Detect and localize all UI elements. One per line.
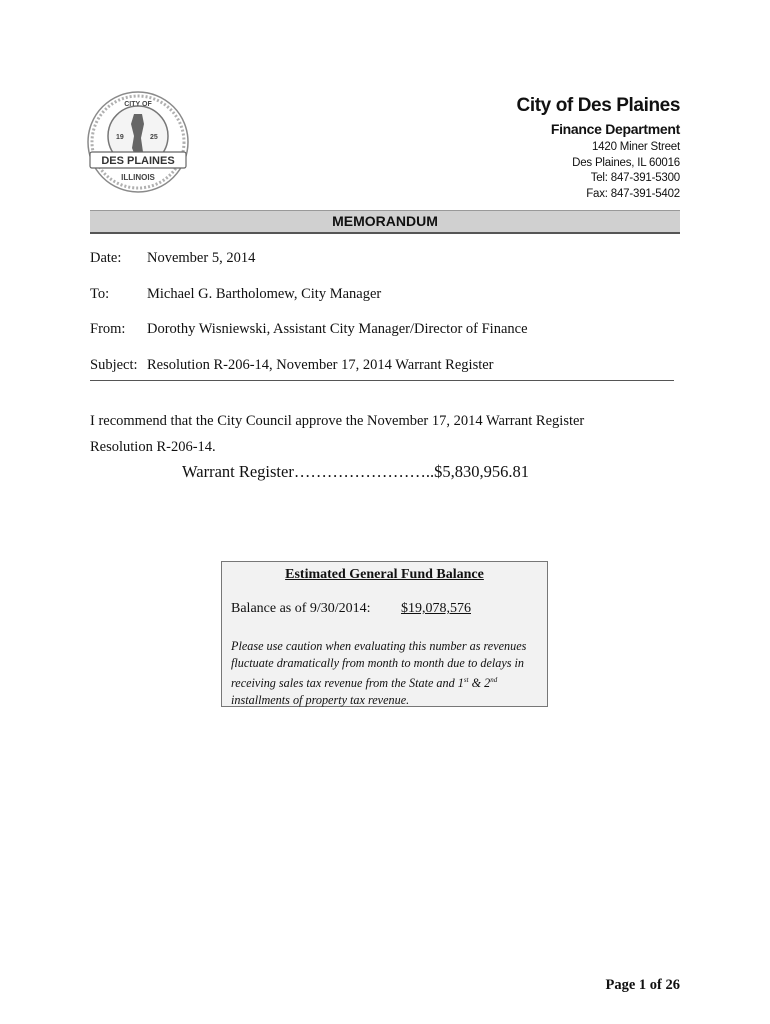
fax: Fax: 847-391-5402 [586, 187, 680, 200]
from-label: From: [90, 321, 126, 337]
to-label: To: [90, 286, 110, 302]
date-label: Date: [90, 250, 122, 266]
to-value: Michael G. Bartholomew, City Manager [147, 286, 382, 302]
seal-banner-text: DES PLAINES [101, 155, 175, 167]
balance-label: Balance as of 9/30/2014: [231, 601, 371, 616]
recommendation-paragraph [90, 408, 690, 460]
memo-from [90, 321, 528, 338]
address-block [517, 140, 680, 202]
page-number: Page 1 of 26 [605, 977, 680, 993]
memo-date [90, 250, 255, 267]
date-value: November 5, 2014 [147, 250, 256, 266]
subject-value: Resolution R-206-14, November 17, 2014 Warrant Register [147, 357, 494, 373]
seal-year-right: 25 [150, 134, 158, 141]
seal-top-text: CITY OF [124, 101, 152, 108]
city-name: City of Des Plaines [516, 95, 680, 116]
warrant-register-total: Warrant Register……………………..$5,830,956.81 [182, 462, 529, 481]
fund-box-title: Estimated General Fund Balance [285, 567, 484, 582]
seal-year-left: 19 [116, 134, 124, 141]
seal-bottom-text: ILLINOIS [121, 173, 155, 182]
caution-note: Please use caution when evaluating this number as revenues fluctuate dramatically from month to month due to delays in receiving sales tax revenue from the State and 1st & 2nd installments of property tax revenue. [231, 639, 527, 708]
city-seal-logo [86, 90, 190, 194]
subject-label: Subject: [90, 357, 138, 373]
street-address: 1420 Miner Street [591, 141, 680, 153]
divider-line [90, 380, 674, 381]
department-name: Finance Department [550, 121, 680, 137]
letterhead [517, 95, 680, 202]
general-fund-balance-box [221, 561, 548, 707]
memo-to [90, 286, 381, 303]
recommendation-line-2: Resolution R-206-14. [90, 439, 216, 455]
memorandum-title: MEMORANDUM [90, 210, 680, 234]
recommendation-line-1: I recommend that the City Council approve the November 17, 2014 Warrant Register [90, 413, 585, 429]
balance-value: $19,078,576 [401, 601, 471, 616]
memo-subject [90, 357, 494, 374]
telephone: Tel: 847-391-5300 [590, 172, 680, 184]
city-state-zip: Des Plaines, IL 60016 [572, 156, 680, 169]
from-value: Dorothy Wisniewski, Assistant City Manager/Director of Finance [147, 321, 528, 337]
